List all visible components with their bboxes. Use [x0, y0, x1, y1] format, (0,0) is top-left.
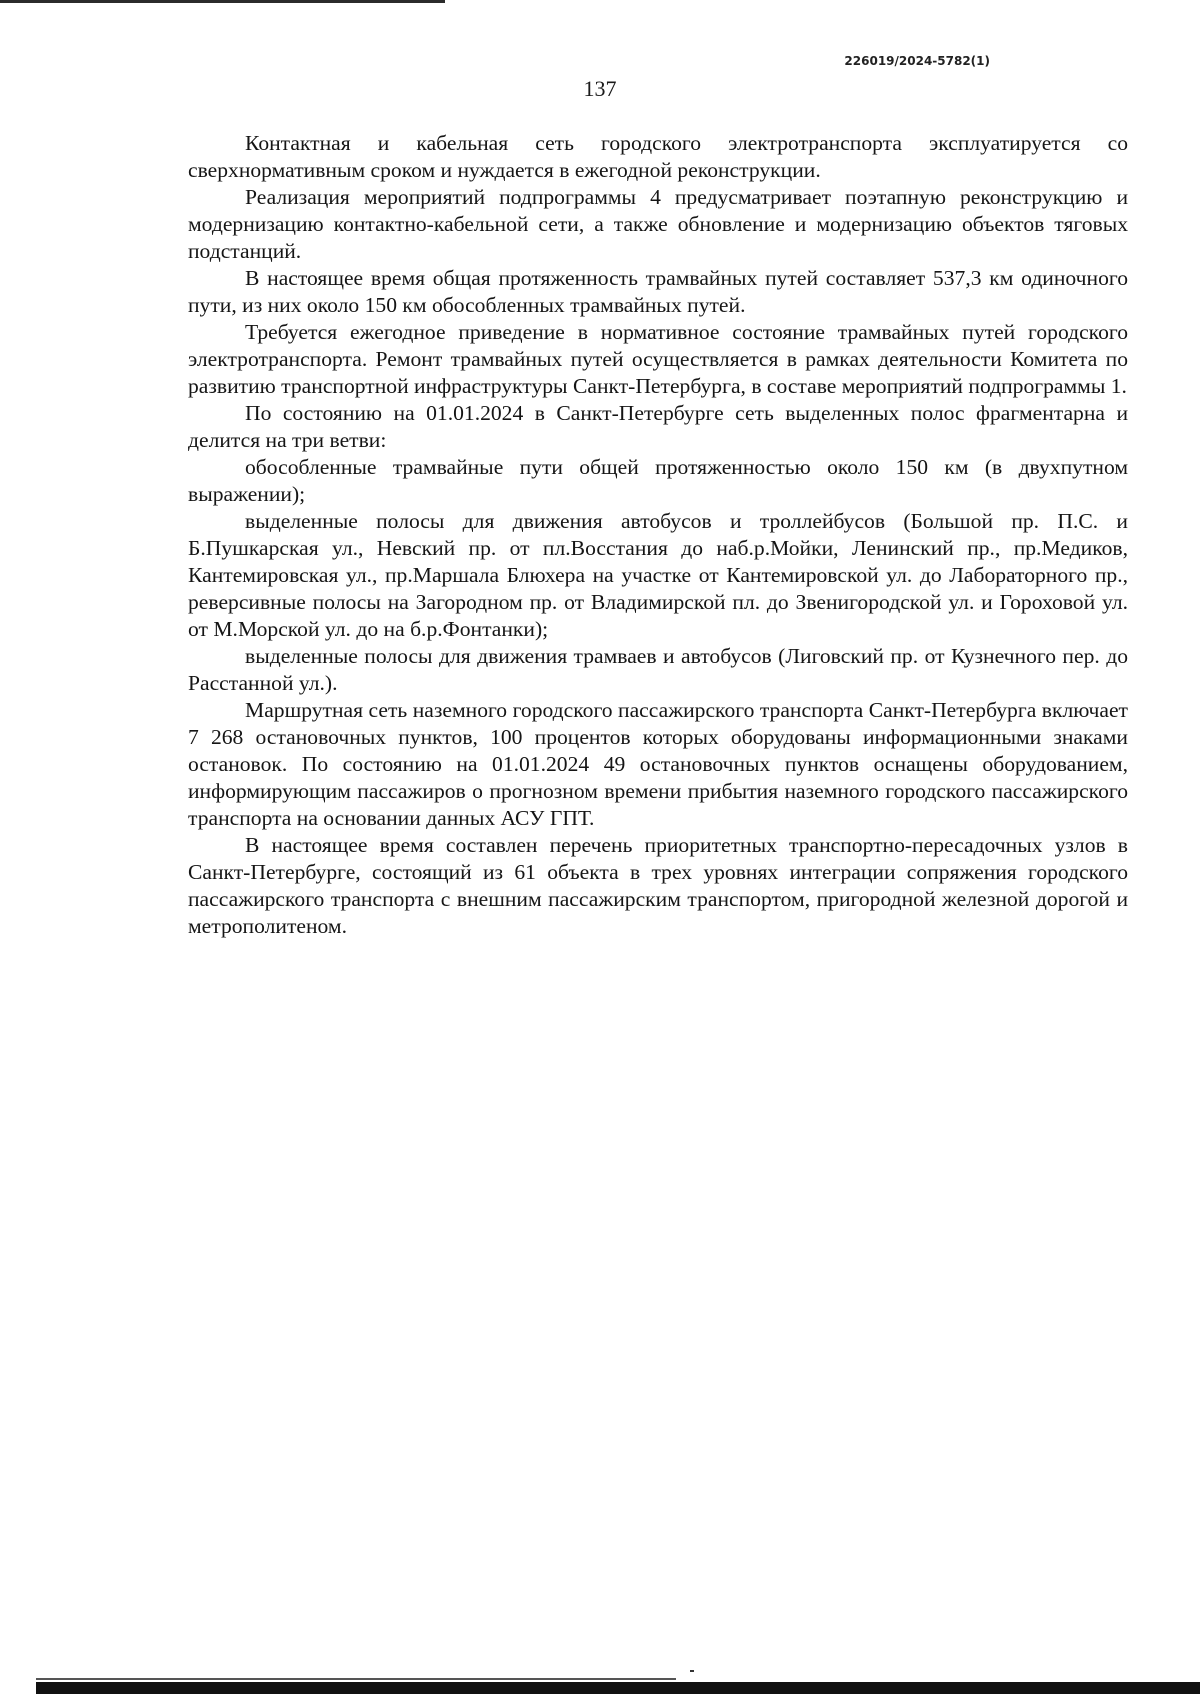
paragraph: выделенные полосы для движения трамваев и автобусов (Лиговский пр. от Кузнечного пер. до Расстанной ул.).	[188, 644, 1128, 695]
scan-edge-bottom-thin	[36, 1678, 676, 1680]
paragraph: обособленные трамвайные пути общей протяженностью около 150 км (в двухпутном выражении);	[188, 455, 1128, 506]
paragraph: Реализация мероприятий подпрограммы 4 предусматривает поэтапную реконструкцию и модернизацию контактно-кабельной сети, а также обновление и модернизацию объектов тяговых подстанций.	[188, 185, 1128, 263]
paragraph: Маршрутная сеть наземного городского пассажирского транспорта Санкт-Петербурга включает 7 268 остановочных пунктов, 100 процентов которых оборудованы информационными знаками остановок. По состоянию на 01.01.2024 49 остановочных пунктов оснащены оборудованием, информирующим пассажиров о прогнозном времени прибытия наземного городского пассажирского транспорта на основании данных АСУ ГПТ.	[188, 698, 1128, 830]
paragraph: Требуется ежегодное приведение в нормативное состояние трамвайных путей городского электротранспорта. Ремонт трамвайных путей осуществляется в рамках деятельности Комитета по развитию транспортной инфраструктуры Санкт-Петербурга, в составе мероприятий подпрограммы 1.	[188, 320, 1128, 398]
paragraph: В настоящее время составлен перечень приоритетных транспортно-пересадочных узлов в Санкт-Петербурге, состоящий из 61 объекта в трех уровнях интеграции сопряжения городского пассажирского транспорта с внешним пассажирским транспортом, пригородной железной дорогой и метрополитеном.	[188, 833, 1128, 938]
paragraph: выделенные полосы для движения автобусов и троллейбусов (Большой пр. П.С. и Б.Пушкарская ул., Невский пр. от пл.Восстания до наб.р.Мойки, Ленинский пр., пр.Медиков, Кантемировская ул., пр.Маршала Блюхера на участке от Кантемировской ул. до Лабораторного пр., реверсивные полосы на Загородном пр. от Владимирской пл. до Звенигородской ул. и Гороховой ул. от М.Морской ул. до на б.р.Фонтанки);	[188, 509, 1128, 641]
document-id: 226019/2024-5782(1)	[844, 54, 990, 68]
paragraph: По состоянию на 01.01.2024 в Санкт-Петербурге сеть выделенных полос фрагментарна и делится на три ветви:	[188, 401, 1128, 452]
scan-artifact	[690, 1670, 694, 1672]
scan-edge-bottom	[36, 1682, 1200, 1694]
paragraph: В настоящее время общая протяженность трамвайных путей составляет 537,3 км одиночного пути, из них около 150 км обособленных трамвайных путей.	[188, 266, 1128, 317]
document-body	[188, 130, 1128, 940]
paragraph: Контактная и кабельная сеть городского электротранспорта эксплуатируется со сверхнормативным сроком и нуждается в ежегодной реконструкции.	[188, 131, 1128, 182]
page-number: 137	[583, 76, 617, 101]
scan-edge-top	[0, 0, 445, 3]
